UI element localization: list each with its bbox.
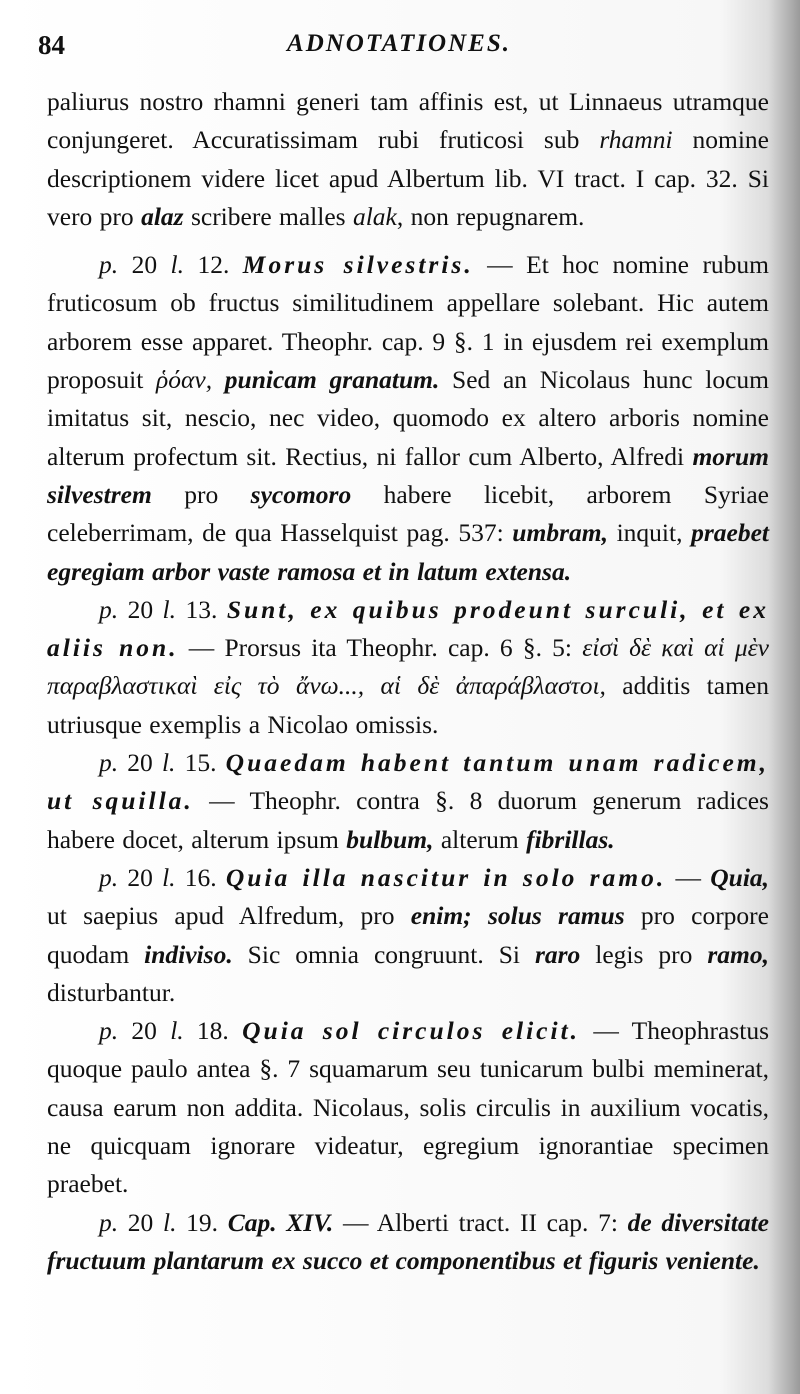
text-run: — Theophr. contra §. 8 duorum generum radices habere docet, alterum ipsum [47,786,769,854]
text-run: sycomoro [250,479,352,509]
text-run [472,901,488,930]
text-run: — Prorsus ita Theophr. cap. 6 §. 5: [178,633,583,663]
text-run: l. [162,594,177,624]
text-run: p. [99,1207,119,1237]
paragraph [47,591,769,744]
text-run: pro [151,479,251,509]
text-run: inquit, [607,518,692,548]
text-run: raro [534,939,581,969]
text-run: bulbum, [346,824,434,854]
text-run: solus ramus [487,901,625,931]
text-run: fibrillas. [526,824,615,854]
text-run: — Theophrastus quoque paulo antea §. 7 squamarum seu tunicarum bulbi meminerat, causa earum non addita. Nicolaus, solis circulis in auxilium vocatis, ne quicquam ignorare videatur, egregium ignorantiae specimen praebet. [47,1016,770,1199]
text-run: pro corpore quodam [47,901,769,969]
text-run: , non repugnarem. [396,201,585,231]
text-run: paliurus nostro rhamni generi tam affinis est, ut Linnaeus utramque conjungeret. Accuratissimam rubi fruticosi sub [47,87,769,155]
text-run: — Alberti tract. II cap. 7: [333,1207,628,1237]
paragraph [47,246,769,591]
text-run: alterum [433,824,527,854]
text-run: Quaedam habent tantum unam radicem, ut squilla. [47,748,770,816]
text-run: 19. [176,1207,228,1237]
text-run: disturbantur. [47,977,176,1007]
text-run: — [666,862,711,892]
text-run: ῥόαν, [156,365,213,395]
text-run: Sic omnia congruunt. Si [232,939,535,969]
paragraph [47,859,769,1012]
text-run: p. [99,250,119,280]
text-run: morum silvestrem [47,441,769,509]
text-run: l. [161,748,176,778]
text-run: l. [162,1207,177,1237]
text-run: 20 [118,594,163,624]
paragraph [47,1012,769,1203]
text-run: enim; [410,901,472,931]
text-run: p. [99,1016,119,1046]
text-run: 20 [118,748,162,778]
paragraph [47,83,769,236]
text-run: indiviso. [144,939,233,969]
text-run: ut saepius apud Alfredum, pro [47,901,411,931]
text-run: p. [99,748,119,778]
text-run: 20 [118,1207,163,1237]
text-run: Quia illa nascitur in solo ramo. [225,862,667,892]
text-run: Sunt, ex quibus prodeunt surculi, et ex aliis non. [47,594,769,663]
text-run: umbram, [512,518,608,548]
text-run: Quia, [710,862,770,892]
text-run: punicam granatum. [224,365,440,395]
text-run: 13. [176,594,227,624]
text-run: 15. [175,748,226,778]
paragraph [47,744,769,859]
text-run: ramo, [707,939,770,969]
text-run: nomine descriptionem videre licet apud Albertum lib. VI tract. I cap. 32. Si vero pro [47,125,769,231]
text-run: habere licebit, arborem Syriae celeberrimam, de qua Hasselquist pag. 537: [47,479,769,548]
text-run: 18. [183,1016,243,1046]
text-run: Sed an Nicolaus hunc locum imitatus sit, nescio, nec video, quomodo ex altero arboris nomine alterum profectum sit. Rectius, ni fallor cum Alberto, Alfredi [47,365,769,471]
text-run: alak [352,201,397,231]
text-run: Morus silvestris. [242,250,474,280]
text-run: praebet egregiam arbor vaste ramosa et in latum extensa. [47,518,769,586]
text-run: de diversitate fructuum plantarum ex succo et componentibus et figuris veniente. [47,1207,769,1275]
text-body [47,83,769,1280]
page-number: 84 [38,30,65,60]
text-run: l. [170,1016,184,1046]
text-run: scribere malles [183,201,353,231]
text-run: 20 [118,1016,171,1046]
paragraph [47,1204,769,1281]
text-run [212,365,225,394]
text-run: 20 [118,250,171,280]
text-run: 12. [184,250,243,280]
text-run: Cap. XIV. [227,1207,334,1237]
text-run: 16. [175,862,226,892]
text-run: l. [170,250,184,280]
text-run: alaz [141,201,184,231]
text-run: rhamni [599,125,673,155]
text-run: legis pro [580,939,708,969]
text-run: l. [162,862,176,892]
text-run: Quia sol circulos elicit. [242,1016,581,1046]
text-run: 20 [118,862,163,892]
page-header [38,30,760,70]
running-head: ADNOTATIONES. [287,30,511,57]
text-run: εἰσὶ δὲ καὶ αἱ μὲν παραβλαστικαὶ εἰς τὸ ἄνω..., αἱ δὲ ἀπαράβλαστοι, [47,633,769,701]
text-run: p. [99,862,119,892]
text-run: additis tamen utriusque exemplis a Nicolao omissis. [47,671,769,739]
text-run: p. [99,594,119,624]
text-run: — Et hoc nomine rubum fruticosum ob fructus similitudinem appellare solebant. Hic autem arborem esse apparet. Theophr. cap. 9 §. 1 in ejusdem rei exemplum proposuit [47,250,770,395]
